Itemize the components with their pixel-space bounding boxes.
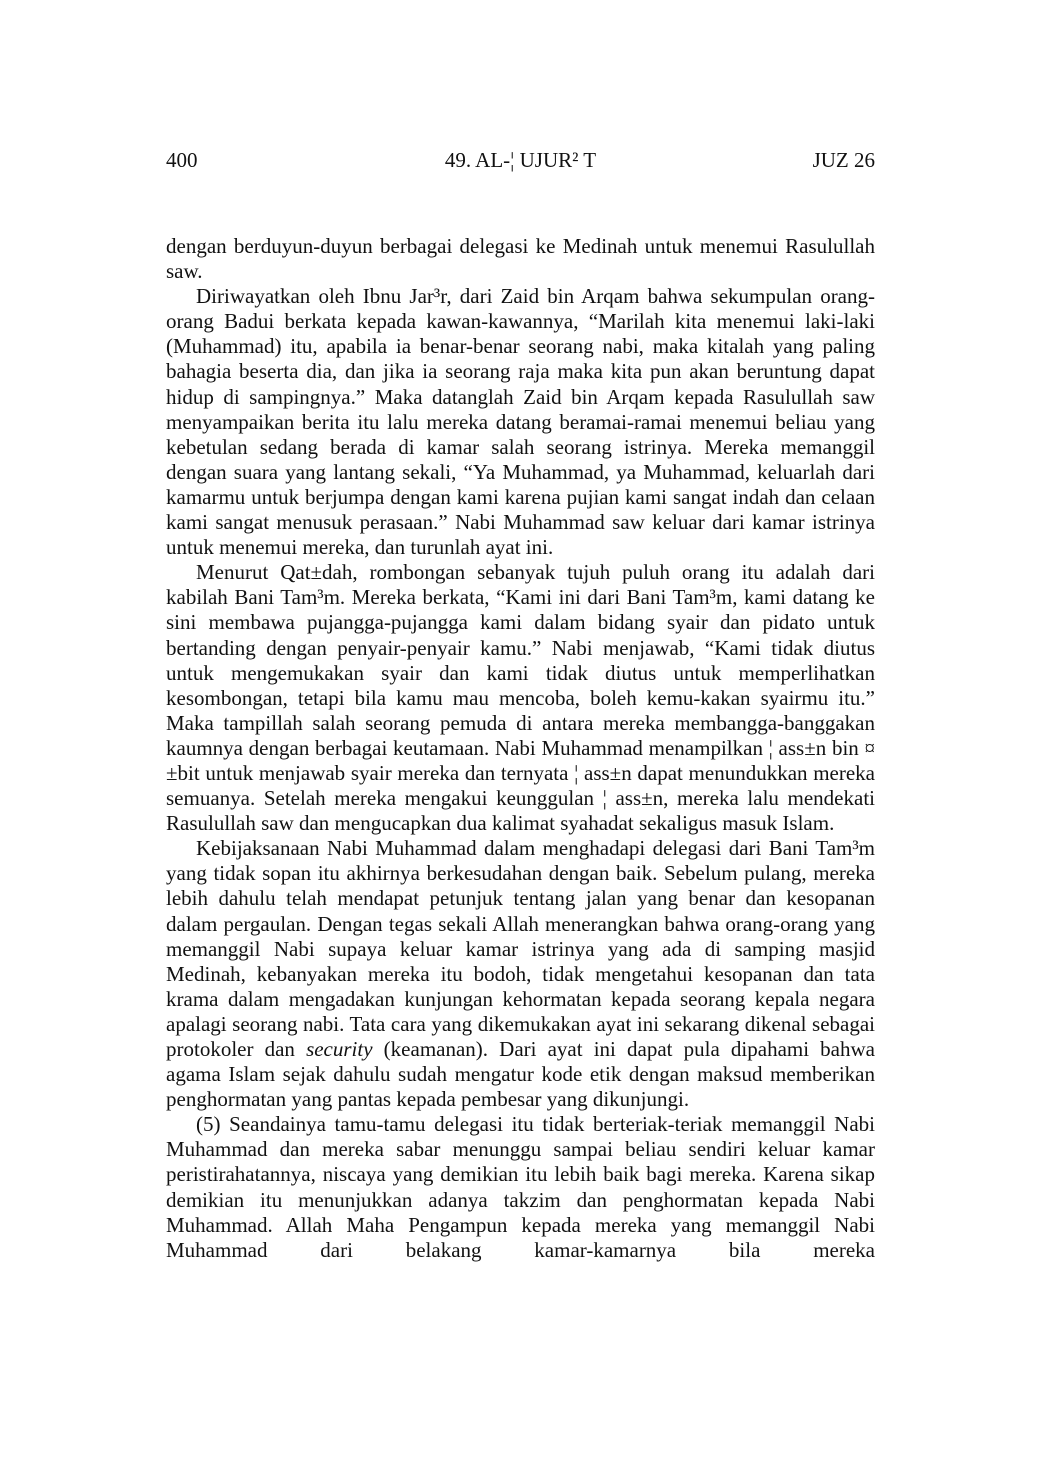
paragraph: Diriwayatkan oleh Ibnu Jar³r, dari Zaid bin Arqam bahwa sekumpulan orang-orang Badui berkata kepada kawan-kawannya, “Marilah kita menemui laki-laki (Muhammad) itu, apabila ia benar-benar seorang nabi, maka kitalah yang paling bahagia beserta dia, dan jika ia seorang raja maka kita pun akan beruntung dapat hidup di sampingnya.” Maka datanglah Zaid bin Arqam kepada Rasulullah saw menyampaikan berita itu lalu mereka datang beramai-ramai menemui beliau yang kebetulan sedang berada di kamar salah seorang istrinya. Mereka memanggil dengan suara yang lantang sekali, “Ya Muhammad, ya Muhammad, keluarlah dari kamarmu untuk berjumpa dengan kami karena pujian kami sangat indah dan celaan kami sangat menusuk perasaan.” Nabi Muhammad saw keluar dari kamar istrinya untuk menemui mereka, dan turunlah ayat ini.	[166, 284, 875, 560]
juz-label: JUZ 26	[812, 148, 875, 172]
body-text	[166, 234, 875, 1263]
paragraph: Menurut Qat±dah, rombongan sebanyak tujuh puluh orang itu adalah dari kabilah Bani Tam³m. Mereka berkata, “Kami ini dari Bani Tam³m, kami datang ke sini membawa pujangga-pujangga kami dalam bidang syair dan pidato untuk bertanding dengan penyair-penyair kamu.” Nabi menjawab, “Kami tidak diutus untuk mengemukakan syair dan kami tidak diutus untuk memperlihatkan kesombongan, tetapi bila kamu mau mencoba, boleh kemu-kakan syairmu itu.” Maka tampillah salah seorang pemuda di antara mereka membangga-banggakan kaumnya dengan berbagai keutamaan. Nabi Muhammad menampilkan ¦ ass±n bin ¤±bit untuk menjawab syair mereka dan ternyata ¦ ass±n dapat menundukkan mereka semuanya. Setelah mereka mengakui keunggulan ¦ ass±n, mereka lalu mendekati Rasulullah saw dan mengucapkan dua kalimat syahadat sekaligus masuk Islam.	[166, 560, 875, 836]
paragraph-continuation: dengan berduyun-duyun berbagai delegasi ke Medinah untuk menemui Rasulullah saw.	[166, 234, 875, 284]
paragraph	[166, 836, 875, 1112]
paragraph: (5) Seandainya tamu-tamu delegasi itu tidak berteriak-teriak memanggil Nabi Muhammad dan mereka sabar menunggu sampai beliau sendiri keluar kamar peristirahatannya, niscaya yang demikian itu lebih baik bagi mereka. Karena sikap demikian itu menunjukkan adanya takzim dan penghormatan kepada Nabi Muhammad. Allah Maha Pengampun kepada mereka yang memanggil Nabi Muhammad dari belakang kamar-kamarnya bila mereka	[166, 1112, 875, 1262]
italic-term: security	[306, 1037, 373, 1061]
running-header	[166, 145, 875, 175]
surah-title: 49. AL-¦ UJUR² T	[444, 148, 597, 172]
paragraph-text: (keamanan). Dari ayat ini dapat pula dipahami bahwa agama Islam sejak dahulu sudah mengatur kode etik dengan maksud memberikan penghormatan yang pantas kepada pembesar yang dikunjungi.	[166, 1037, 875, 1112]
paragraph-text: Kebijaksanaan Nabi Muhammad dalam menghadapi delegasi dari Bani Tam³m yang tidak sopan itu akhirnya berkesudahan dengan baik. Sebelum pulang, mereka lebih dahulu telah mendapat petunjuk tentang jalan yang benar dan kesopanan dalam pergaulan. Dengan tegas sekali Allah menerangkan bahwa orang-orang yang memanggil Nabi supaya keluar kamar istrinya yang ada di samping masjid Medinah, kebanyakan mereka itu bodoh, tidak mengetahui kesopanan dan tata krama dalam mengadakan kunjungan kehormatan kepada seorang kepala negara apalagi seorang nabi. Tata cara yang dikemukakan ayat ini sekarang dikenal sebagai protokoler dan	[166, 836, 875, 1061]
page-number: 400	[166, 148, 198, 172]
